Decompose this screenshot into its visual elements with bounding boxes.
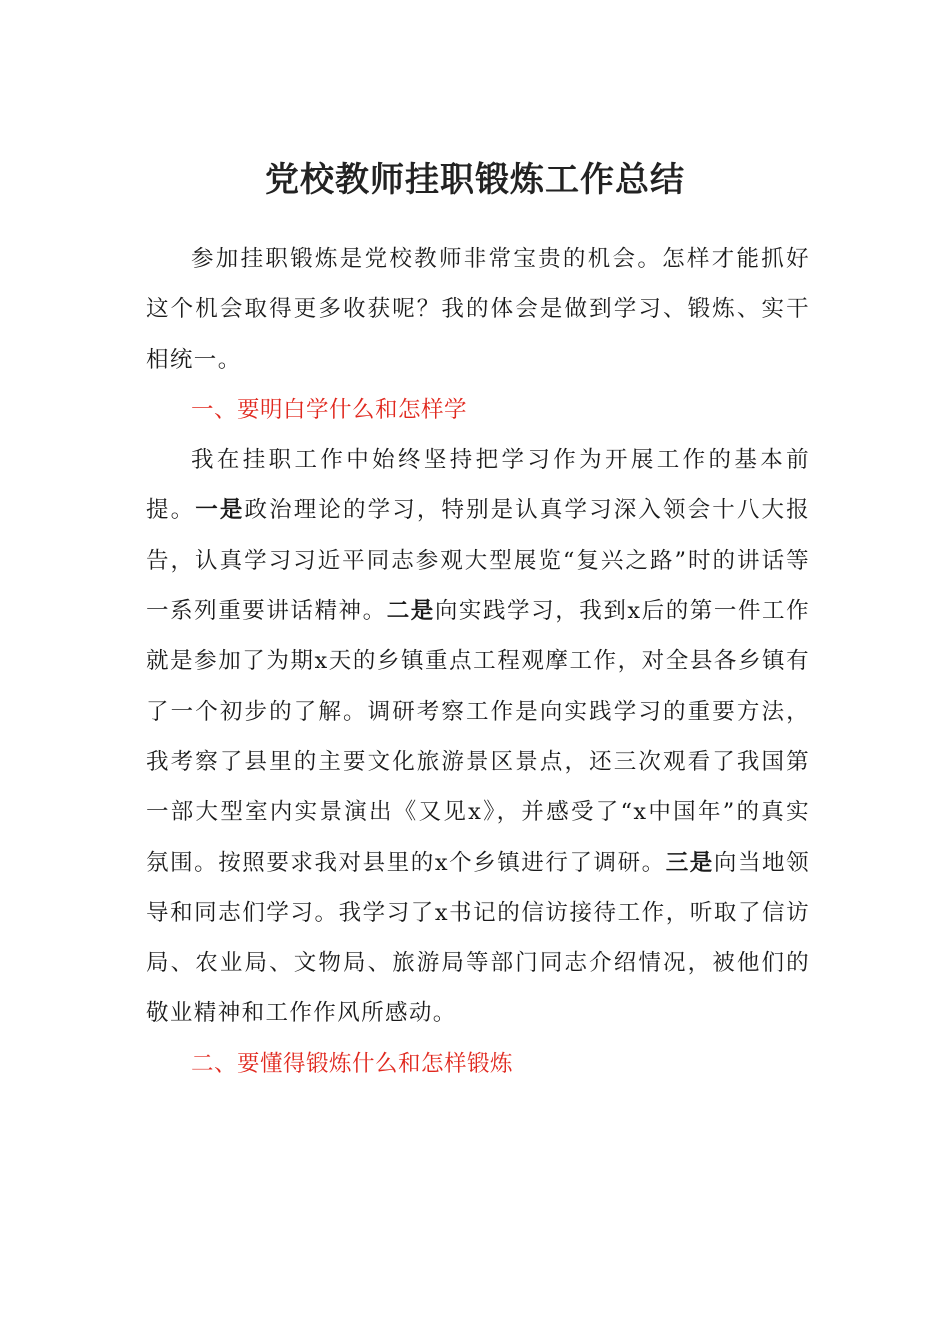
document-body [146,234,810,1089]
intro-paragraph: 参加挂职锻炼是党校教师非常宝贵的机会。怎样才能抓好这个机会取得更多收获呢？我的体会是做到学习、锻炼、实干相统一。 [146,246,810,373]
point-1-text: 政治理论的学习，特别是认真学习深入领会十八大报告，认真学习习近平同志参观大型展览“复兴之路”时的讲话等一系列重要讲话精神。 [146,497,811,625]
section-1-lead: 我在挂职工作中始终坚持把学习作为开展工作的基本前提。 [146,447,810,524]
section-1-heading: 一、要明白学什么和怎样学 [191,396,468,423]
point-3-text: 向当地领导和同志们学习。我学习了x书记的信访接待工作，听取了信访局、农业局、文物局、旅游局等部门同志介绍情况，被他们的敬业精神和工作作风所感动。 [146,849,810,1027]
section-2-heading: 二、要懂得锻炼什么和怎样锻炼 [191,1050,514,1077]
point-3-marker: 三是 [665,849,714,876]
section-1-paragraph [146,435,810,1039]
point-1-marker: 一是 [195,497,245,524]
point-2-text: 向实践学习，我到x后的第一件工作就是参加了为期x天的乡镇重点工程观摩工作，对全县各乡镇有了一个初步的了解。调研考察工作是向实践学习的重要方法，我考察了县里的主要文化旅游景区景点，还三次观看了我国第一部大型室内实景演出《又见x》，并感受了“x中国年”的真实氛围。按照要求我对县里的x个乡镇进行了调研。 [146,598,810,876]
point-2-marker: 二是 [386,598,435,625]
document-title: 党校教师挂职锻炼工作总结 [265,160,685,200]
